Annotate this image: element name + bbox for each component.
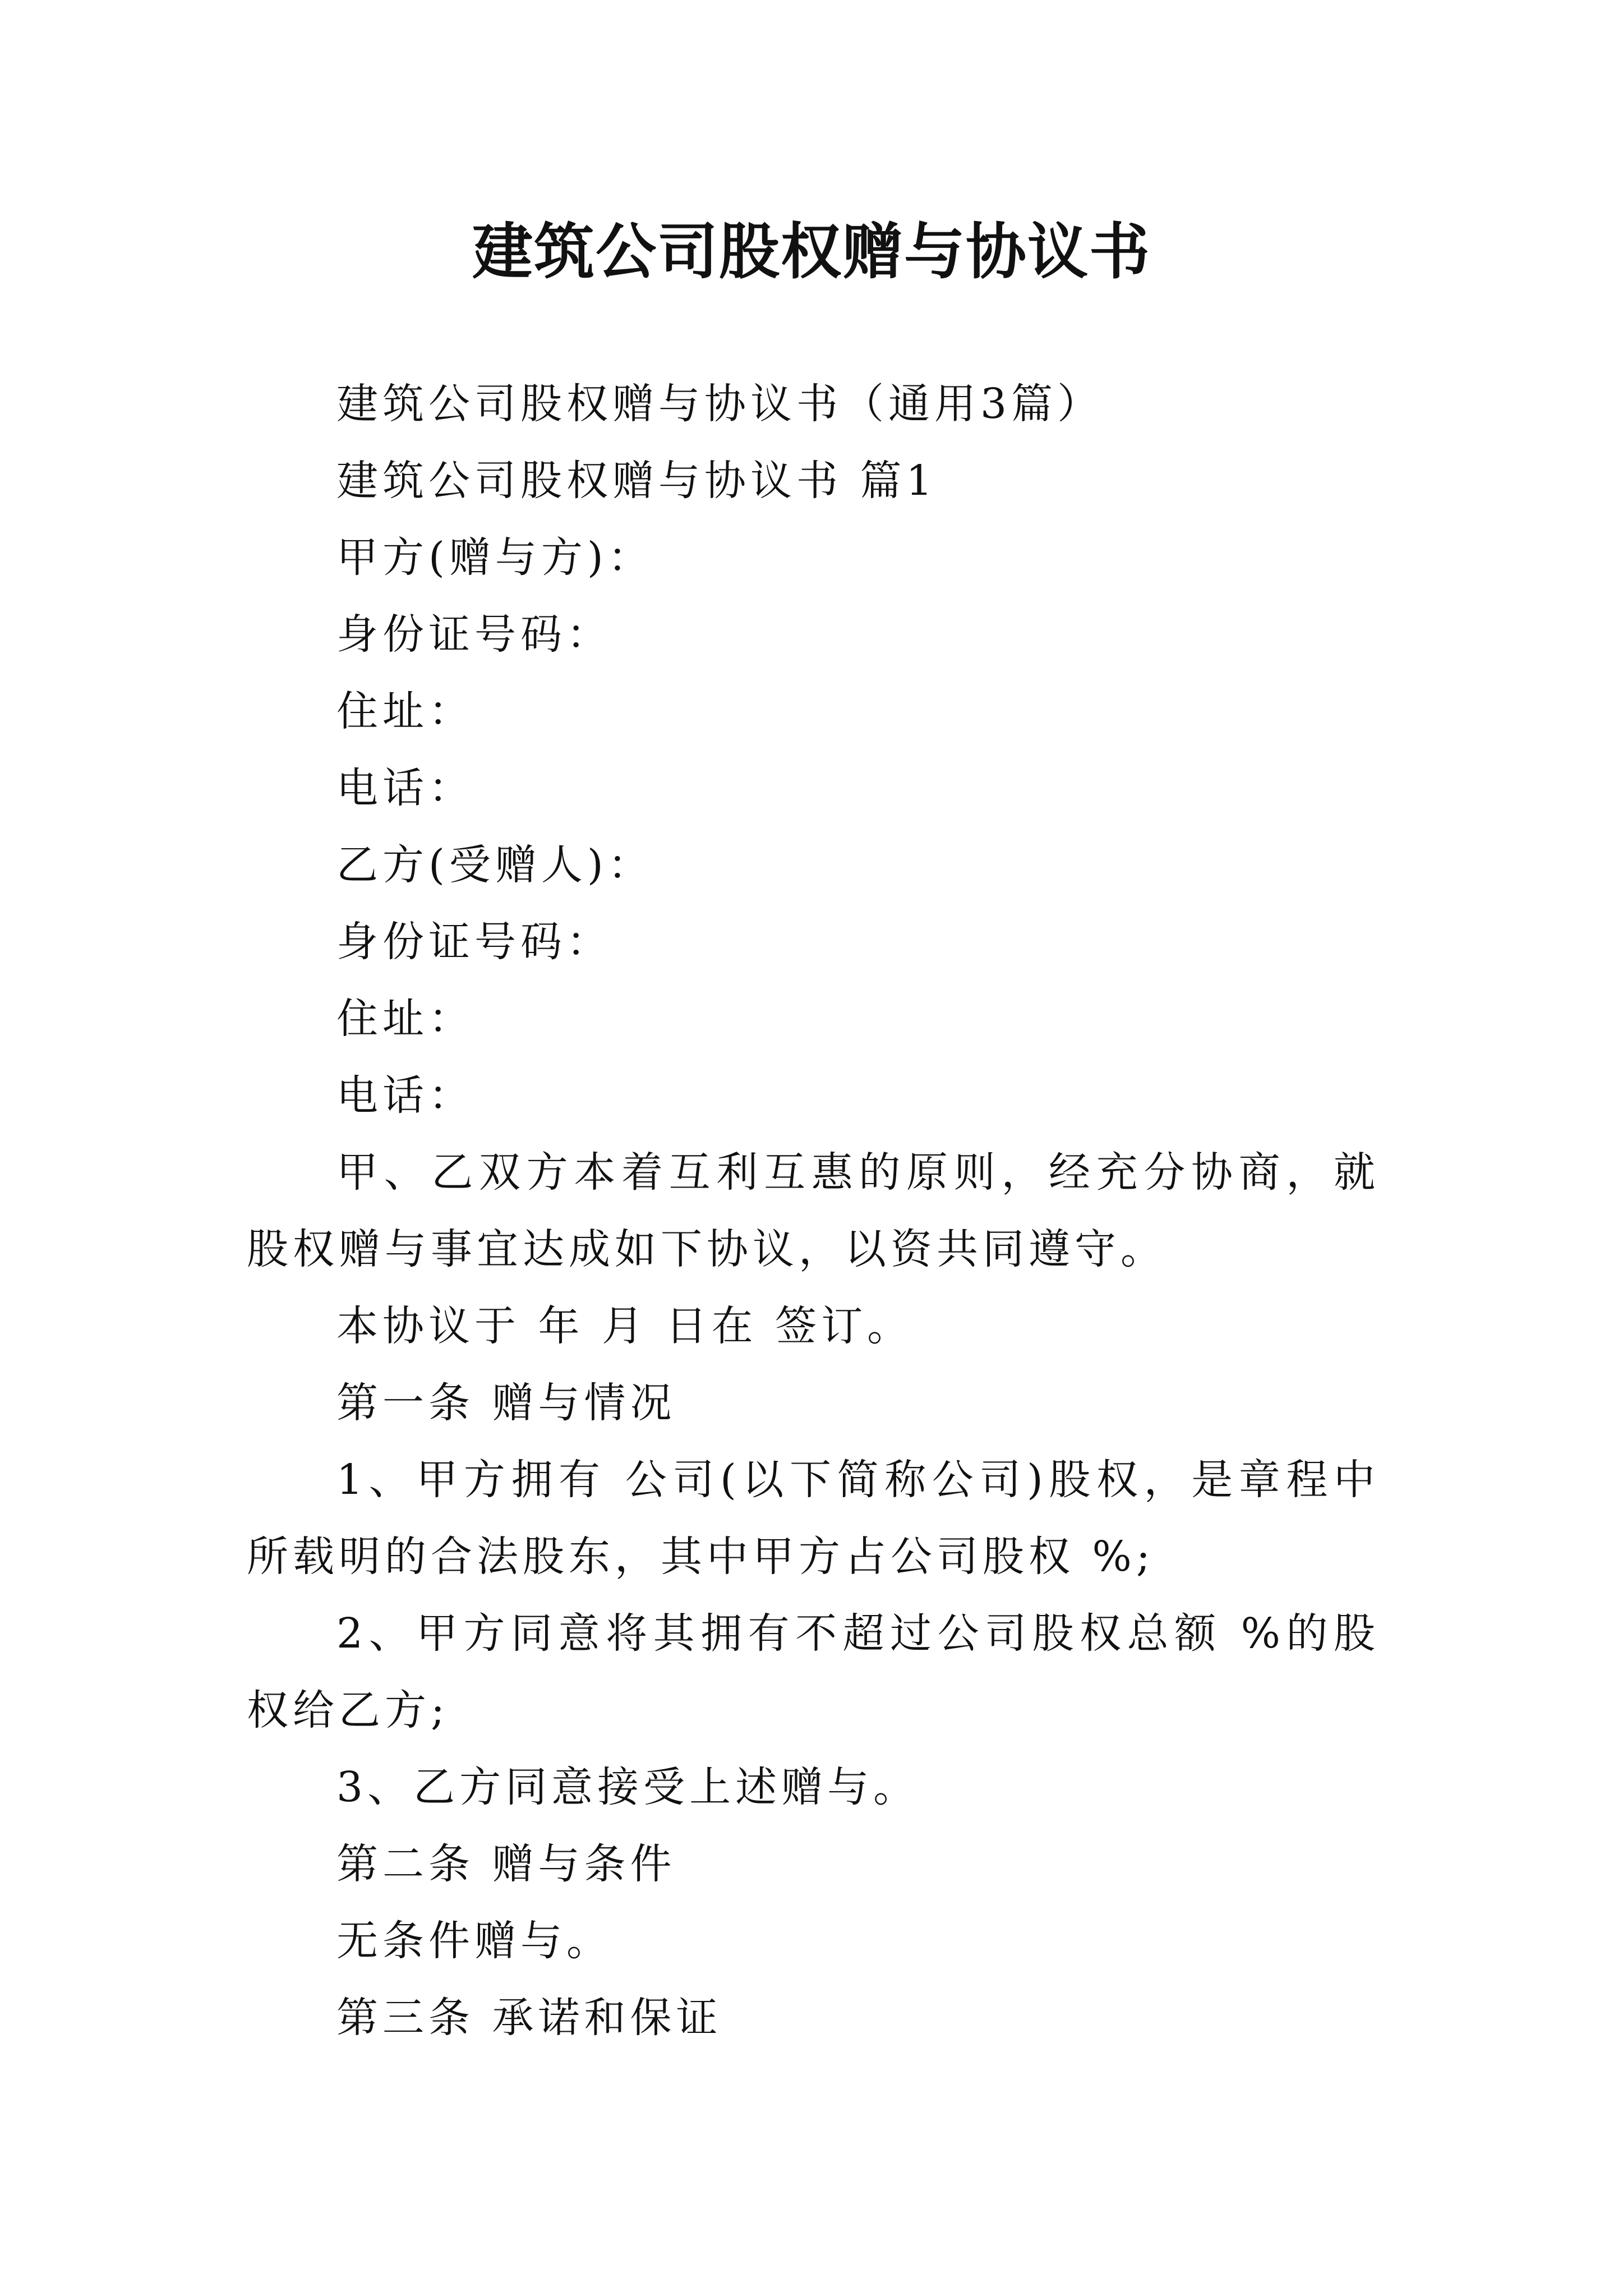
article-2-text: 无条件赠与。: [336, 1917, 612, 1965]
party-a-id-label: 身份证号码：: [336, 610, 612, 659]
article-3-heading: 第三条 承诺和保证: [336, 1994, 722, 2042]
principle-paragraph: 甲、乙双方本着互利互惠的原则，经充分协商，就股权赠与事宜达成如下协议，以资共同遵守。: [247, 1148, 1380, 1273]
party-a-phone-label: 电话：: [336, 764, 474, 812]
article-1-item-3: 3、乙方同意接受上述赠与。: [336, 1763, 920, 1811]
party-b-label: 乙方(受赠人)：: [336, 841, 654, 889]
signing-line: 本协议于 年 月 日在 签订。: [336, 1302, 914, 1350]
section-heading: 建筑公司股权赠与协议书 篇1: [336, 457, 937, 505]
party-b-address-label: 住址：: [336, 995, 474, 1043]
party-b-phone-label: 电话：: [336, 1071, 474, 1120]
article-1-item-1: 1、甲方拥有 公司(以下简称公司)股权，是章程中所载明的合法股东，其中甲方占公司股权 %;: [247, 1456, 1380, 1581]
document-body: [247, 366, 1380, 2056]
article-2-heading: 第二条 赠与条件: [336, 1840, 676, 1888]
party-a-label: 甲方(赠与方)：: [336, 533, 654, 582]
article-1-heading: 第一条 赠与情况: [336, 1379, 676, 1427]
document-title: 建筑公司股权赠与协议书: [472, 217, 1151, 287]
party-a-address-label: 住址：: [336, 687, 474, 735]
article-1-item-2: 2、甲方同意将其拥有不超过公司股权总额 %的股权给乙方;: [247, 1609, 1380, 1734]
party-b-id-label: 身份证号码：: [336, 918, 612, 966]
subtitle-line: 建筑公司股权赠与协议书（通用3篇）: [336, 380, 1104, 428]
